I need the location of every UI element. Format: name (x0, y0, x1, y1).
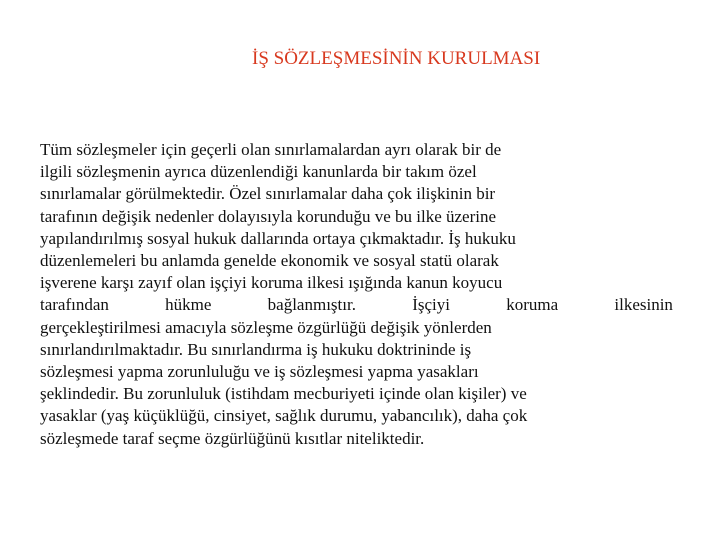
body-line: sınırlandırılmaktadır. Bu sınırlandırma iş hukuku doktrininde iş (40, 339, 472, 359)
body-word: tarafından (40, 295, 109, 315)
body-line: yasaklar (yaş küçüklüğü, cinsiyet, sağlık durumu, yabancılık), daha çok (40, 406, 528, 426)
body-line: düzenlemeleri bu anlamda genelde ekonomik ve sosyal statü olarak (40, 251, 499, 271)
body-line: ilgili sözleşmenin ayrıca düzenlendiği kanunlarda bir takım özel (40, 162, 477, 182)
body-word: koruma (506, 295, 559, 315)
body-line-justified (40, 294, 673, 316)
body-line: yapılandırılmış sosyal hukuk dallarında ortaya çıkmaktadır. İş hukuku (40, 228, 516, 248)
body-text (40, 139, 680, 450)
body-line: sözleşmesi yapma zorunluluğu ve iş sözleşmesi yapma yasakları (40, 362, 479, 382)
body-word: hükme (165, 295, 212, 315)
body-line: gerçekleştirilmesi amacıyla sözleşme özgürlüğü değişik yönlerden (40, 317, 492, 337)
body-word: ilkesinin (614, 295, 673, 315)
body-line: sınırlamalar görülmektedir. Özel sınırlamalar daha çok ilişkinin bir (40, 184, 496, 204)
body-line: şeklindedir. Bu zorunluluk (istihdam mecburiyeti içinde olan kişiler) ve (40, 384, 527, 404)
body-line: sözleşmede taraf seçme özgürlüğünü kısıtlar niteliktedir. (40, 428, 425, 448)
body-word: bağlanmıştır. (267, 295, 356, 315)
slide-title: İŞ SÖZLEŞMESİNİN KURULMASI (252, 48, 541, 69)
body-line: tarafının değişik nedenler dolayısıyla korunduğu ve bu ilke üzerine (40, 206, 497, 226)
body-line: Tüm sözleşmeler için geçerli olan sınırlamalardan ayrı olarak bir de (40, 140, 502, 159)
body-word: İşçiyi (412, 295, 450, 315)
body-line: işverene karşı zayıf olan işçiyi koruma ilkesi ışığında kanun koyucu (40, 273, 503, 293)
